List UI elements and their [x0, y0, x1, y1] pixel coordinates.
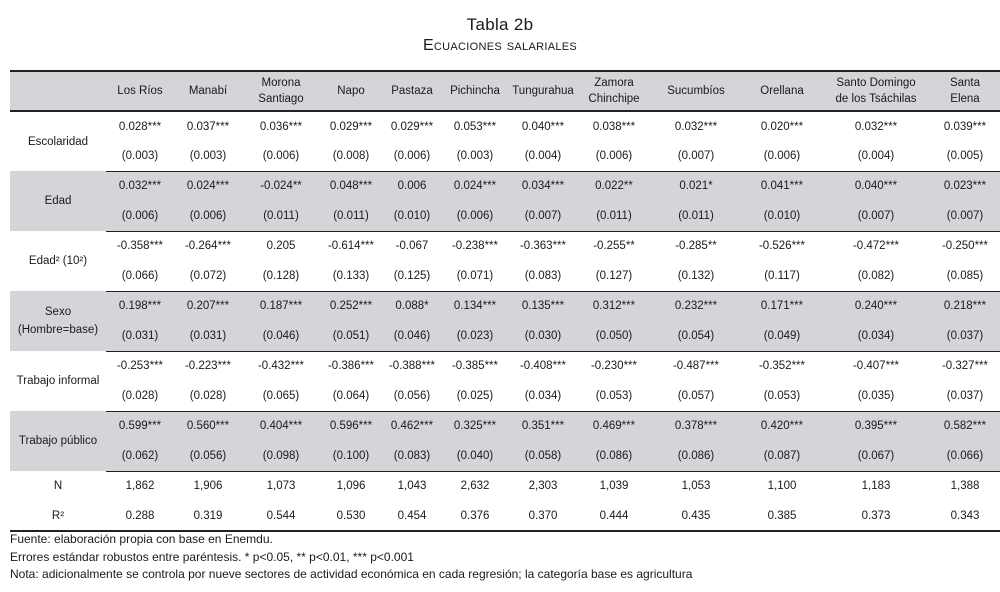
std-error-cell: (0.133) — [320, 261, 382, 291]
coefficient-cell: 0.037*** — [186, 120, 230, 133]
coefficient-cell: 0.378*** — [650, 411, 742, 441]
column-header-text: de los Tsáchilas — [835, 93, 917, 105]
std-error-cell: (0.053) — [578, 381, 650, 411]
coefficient-cell: 0.088* — [382, 291, 442, 321]
column-header — [578, 71, 650, 111]
coefficient-row — [10, 111, 1000, 141]
stat-cell: 1,906 — [193, 480, 223, 493]
std-error-cell: (0.011) — [320, 201, 382, 231]
note-source: Fuente: elaboración propia con base en Enemdu. — [10, 532, 273, 546]
std-error-cell: (0.085) — [930, 261, 1000, 291]
coefficient-cell: 0.034*** — [508, 171, 578, 201]
column-header — [106, 71, 174, 111]
stat-cell: 0.385 — [742, 501, 822, 531]
coefficient-cell: 0.171*** — [742, 291, 822, 321]
stat-cell: 1,100 — [767, 480, 797, 493]
std-error-cell: (0.083) — [508, 261, 578, 291]
coefficient-cell: 0.420*** — [742, 411, 822, 441]
std-error-cell: (0.025) — [442, 381, 508, 411]
coefficient-cell: -0.024** — [242, 171, 320, 201]
stat-cell: 2,632 — [460, 480, 490, 493]
std-error-cell: (0.071) — [442, 261, 508, 291]
coefficient-row — [10, 411, 1000, 441]
std-error-cell: (0.100) — [320, 441, 382, 471]
coefficient-cell: 0.207*** — [174, 291, 242, 321]
column-header-text: Morona — [261, 77, 301, 89]
coefficient-cell: -0.250*** — [941, 240, 989, 253]
std-error-cell: (0.005) — [930, 141, 1000, 171]
std-error-cell: (0.006) — [174, 201, 242, 231]
coefficient-cell: 0.040*** — [822, 171, 930, 201]
std-error-cell: (0.040) — [442, 441, 508, 471]
std-error-cell: (0.004) — [508, 141, 578, 171]
table-notes — [10, 531, 692, 584]
coefficient-cell: -0.363*** — [519, 240, 567, 253]
coefficient-cell: 0.036*** — [259, 120, 303, 133]
column-header-text: Sucumbíos — [667, 85, 725, 97]
std-error-cell: (0.117) — [742, 261, 822, 291]
coefficient-cell: 0.232*** — [650, 291, 742, 321]
std-error-row — [10, 201, 1000, 231]
coefficient-cell: -0.358*** — [116, 240, 164, 253]
std-error-row — [10, 441, 1000, 471]
header-blank-cell — [10, 71, 106, 111]
std-error-row — [10, 321, 1000, 351]
coefficient-cell: 0.351*** — [508, 411, 578, 441]
std-error-row — [10, 141, 1000, 171]
stat-cell: 1,183 — [861, 480, 891, 493]
std-error-cell: (0.007) — [822, 201, 930, 231]
stat-cell: 2,303 — [528, 480, 558, 493]
coefficient-cell: 0.023*** — [930, 171, 1000, 201]
wage-equations-table — [10, 70, 1000, 532]
coefficient-cell: 0.053*** — [453, 120, 497, 133]
std-error-cell: (0.067) — [822, 441, 930, 471]
coefficient-cell: 0.462*** — [382, 411, 442, 441]
std-error-cell: (0.057) — [650, 381, 742, 411]
stat-label: N — [53, 480, 63, 492]
stat-cell: 0.454 — [382, 501, 442, 531]
std-error-cell: (0.011) — [242, 201, 320, 231]
coefficient-cell: -0.386*** — [327, 360, 375, 373]
column-header — [650, 71, 742, 111]
coefficient-cell: 0.582*** — [930, 411, 1000, 441]
std-error-cell: (0.054) — [650, 321, 742, 351]
stat-cell: 0.435 — [650, 501, 742, 531]
stat-cell: 0.373 — [822, 501, 930, 531]
std-error-cell: (0.037) — [930, 381, 1000, 411]
coefficient-cell: -0.223*** — [184, 360, 232, 373]
coefficient-cell: 0.029*** — [329, 120, 373, 133]
std-error-cell: (0.086) — [650, 441, 742, 471]
column-header-text: Santo Domingo — [836, 77, 916, 89]
column-header-text: Santiago — [258, 93, 304, 105]
coefficient-cell: -0.253*** — [116, 360, 164, 373]
coefficient-cell: -0.264*** — [184, 240, 232, 253]
coefficient-cell: 0.596*** — [320, 411, 382, 441]
coefficient-cell: 0.560*** — [174, 411, 242, 441]
column-header-text: Zamora — [594, 77, 634, 89]
coefficient-cell: 0.032*** — [854, 120, 898, 133]
stat-cell: 0.319 — [174, 501, 242, 531]
coefficient-cell: 0.041*** — [742, 171, 822, 201]
variable-label: Trabajo público — [10, 411, 106, 471]
std-error-cell: (0.056) — [382, 381, 442, 411]
stat-cell: 1,862 — [125, 480, 155, 493]
stat-cell: 1,053 — [681, 480, 711, 493]
coefficient-cell: 0.006 — [382, 171, 442, 201]
coefficient-cell: 0.024*** — [174, 171, 242, 201]
coefficient-cell: 0.404*** — [242, 411, 320, 441]
std-error-cell: (0.056) — [174, 441, 242, 471]
std-error-cell: (0.008) — [320, 141, 382, 171]
std-error-cell: (0.006) — [242, 141, 320, 171]
coefficient-cell: 0.395*** — [822, 411, 930, 441]
stat-cell: 0.343 — [930, 501, 1000, 531]
std-error-cell: (0.007) — [650, 141, 742, 171]
table-subtitle: Ecuaciones salariales — [422, 37, 578, 54]
column-header — [742, 71, 822, 111]
coefficient-cell: -0.526*** — [758, 240, 806, 253]
column-header-text: Elena — [950, 93, 980, 105]
stat-cell: 1,039 — [599, 480, 629, 493]
std-error-cell: (0.011) — [578, 201, 650, 231]
stat-cell: 0.444 — [578, 501, 650, 531]
variable-label: Edad — [10, 171, 106, 231]
column-header — [174, 71, 242, 111]
column-header — [382, 71, 442, 111]
std-error-cell: (0.065) — [242, 381, 320, 411]
std-error-cell: (0.062) — [106, 441, 174, 471]
std-error-cell: (0.035) — [822, 381, 930, 411]
coefficient-cell: 0.038*** — [592, 120, 636, 133]
note-errors: Errores estándar robustos entre paréntesis. * p<0.05, ** p<0.01, *** p<0.001 — [10, 549, 414, 564]
coefficient-cell: -0.407*** — [852, 360, 900, 373]
std-error-cell: (0.028) — [106, 381, 174, 411]
stat-cell: 1,388 — [950, 480, 980, 493]
std-error-cell: (0.098) — [242, 441, 320, 471]
coefficient-cell: 0.022** — [578, 171, 650, 201]
stat-label: R² — [10, 501, 106, 531]
std-error-cell: (0.028) — [174, 381, 242, 411]
std-error-cell: (0.127) — [578, 261, 650, 291]
std-error-cell: (0.003) — [174, 141, 242, 171]
std-error-cell: (0.034) — [822, 321, 930, 351]
std-error-cell: (0.066) — [930, 441, 1000, 471]
coefficient-cell: -0.432*** — [257, 360, 305, 373]
coefficient-cell: 0.048*** — [320, 171, 382, 201]
coefficient-cell: 0.040*** — [521, 120, 565, 133]
coefficient-cell: -0.067 — [395, 240, 429, 253]
variable-label: Escolaridad — [27, 135, 89, 148]
column-header — [442, 71, 508, 111]
std-error-cell: (0.049) — [742, 321, 822, 351]
coefficient-cell: 0.032*** — [674, 120, 718, 133]
std-error-cell: (0.132) — [650, 261, 742, 291]
std-error-cell: (0.066) — [106, 261, 174, 291]
coefficient-cell: -0.327*** — [941, 360, 989, 373]
coefficient-cell: 0.039*** — [943, 120, 987, 133]
std-error-cell: (0.128) — [242, 261, 320, 291]
coefficient-cell: -0.388*** — [388, 360, 436, 373]
std-error-cell: (0.006) — [106, 201, 174, 231]
std-error-cell: (0.125) — [382, 261, 442, 291]
coefficient-row — [10, 171, 1000, 201]
stat-cell: 0.370 — [508, 501, 578, 531]
coefficient-cell: -0.255** — [593, 240, 635, 253]
std-error-cell: (0.010) — [742, 201, 822, 231]
stat-cell: 0.530 — [320, 501, 382, 531]
column-header-text: Tungurahua — [512, 85, 574, 97]
stat-cell: 1,096 — [336, 480, 366, 493]
std-error-cell: (0.004) — [822, 141, 930, 171]
std-error-cell: (0.023) — [442, 321, 508, 351]
stat-cell: 0.376 — [442, 501, 508, 531]
coefficient-row — [10, 351, 1000, 381]
std-error-cell: (0.031) — [174, 321, 242, 351]
stat-row — [10, 501, 1000, 531]
column-header-text: Pastaza — [391, 85, 433, 97]
table-header — [10, 71, 1000, 111]
coefficient-cell: 0.240*** — [822, 291, 930, 321]
std-error-cell: (0.051) — [320, 321, 382, 351]
std-error-cell: (0.082) — [822, 261, 930, 291]
coefficient-cell: 0.021* — [650, 171, 742, 201]
table-body — [10, 111, 1000, 531]
std-error-row — [10, 261, 1000, 291]
column-header-text: Pichincha — [450, 85, 500, 97]
coefficient-cell: 0.252*** — [320, 291, 382, 321]
std-error-cell: (0.003) — [106, 141, 174, 171]
std-error-cell: (0.030) — [508, 321, 578, 351]
column-header-text: Orellana — [760, 85, 804, 97]
std-error-cell: (0.006) — [578, 141, 650, 171]
coefficient-cell: -0.408*** — [519, 360, 567, 373]
coefficient-cell: 0.020*** — [760, 120, 804, 133]
coefficient-cell: -0.472*** — [852, 240, 900, 253]
coefficient-cell: -0.614*** — [327, 240, 375, 253]
coefficient-cell: 0.325*** — [442, 411, 508, 441]
std-error-cell: (0.006) — [742, 141, 822, 171]
std-error-cell: (0.053) — [742, 381, 822, 411]
coefficient-cell: 0.469*** — [578, 411, 650, 441]
coefficient-cell: -0.352*** — [758, 360, 806, 373]
column-header-text: Napo — [337, 85, 365, 97]
std-error-cell: (0.011) — [650, 201, 742, 231]
coefficient-row — [10, 231, 1000, 261]
coefficient-cell: 0.218*** — [930, 291, 1000, 321]
coefficient-cell: 0.205 — [266, 240, 296, 253]
stat-cell: 1,073 — [266, 480, 296, 493]
std-error-cell: (0.010) — [382, 201, 442, 231]
column-header-text: Los Ríos — [117, 85, 163, 97]
column-header — [930, 71, 1000, 111]
table-caption — [0, 0, 1000, 56]
stat-row — [10, 471, 1000, 501]
std-error-cell: (0.006) — [442, 201, 508, 231]
std-error-row — [10, 381, 1000, 411]
std-error-cell: (0.058) — [508, 441, 578, 471]
column-header — [822, 71, 930, 111]
stat-cell: 1,043 — [397, 480, 427, 493]
coefficient-cell: 0.198*** — [106, 291, 174, 321]
coefficient-row — [10, 291, 1000, 321]
std-error-cell: (0.007) — [508, 201, 578, 231]
std-error-cell: (0.037) — [930, 321, 1000, 351]
coefficient-cell: -0.487*** — [672, 360, 720, 373]
std-error-cell: (0.031) — [106, 321, 174, 351]
coefficient-cell: 0.029*** — [390, 120, 434, 133]
coefficient-cell: -0.285** — [675, 240, 717, 253]
coefficient-cell: 0.135*** — [508, 291, 578, 321]
coefficient-cell: -0.385*** — [451, 360, 499, 373]
std-error-cell: (0.046) — [242, 321, 320, 351]
coefficient-cell: 0.187*** — [242, 291, 320, 321]
column-header — [242, 71, 320, 111]
note-controls: Nota: adicionalmente se controla por nueve sectores de actividad económica en cada regresión; la categoría base es agricultura — [10, 567, 693, 581]
variable-label: Edad² (10²) — [28, 255, 88, 267]
variable-label: Trabajo informal — [16, 375, 100, 387]
std-error-cell: (0.046) — [382, 321, 442, 351]
coefficient-cell: -0.230*** — [590, 360, 638, 373]
column-header-text: Manabí — [188, 85, 228, 97]
std-error-cell: (0.006) — [382, 141, 442, 171]
coefficient-cell: 0.028*** — [118, 120, 162, 133]
std-error-cell: (0.034) — [508, 381, 578, 411]
coefficient-cell: 0.312*** — [578, 291, 650, 321]
std-error-cell: (0.083) — [382, 441, 442, 471]
coefficient-cell: 0.599*** — [106, 411, 174, 441]
stat-cell: 0.288 — [106, 501, 174, 531]
coefficient-cell: 0.024*** — [442, 171, 508, 201]
coefficient-cell: 0.134*** — [442, 291, 508, 321]
std-error-cell: (0.064) — [320, 381, 382, 411]
column-header-text: Santa — [949, 77, 981, 89]
column-header — [320, 71, 382, 111]
coefficient-cell: -0.238*** — [451, 240, 499, 253]
std-error-cell: (0.007) — [930, 201, 1000, 231]
std-error-cell: (0.072) — [174, 261, 242, 291]
std-error-cell: (0.003) — [442, 141, 508, 171]
column-header-text: Chinchipe — [588, 93, 640, 105]
column-header — [508, 71, 578, 111]
table-title: Tabla 2b — [466, 15, 534, 34]
stat-cell: 0.544 — [242, 501, 320, 531]
std-error-cell: (0.050) — [578, 321, 650, 351]
coefficient-cell: 0.032*** — [106, 171, 174, 201]
std-error-cell: (0.087) — [742, 441, 822, 471]
std-error-cell: (0.086) — [578, 441, 650, 471]
variable-label: Sexo (Hombre=base) — [10, 291, 106, 351]
